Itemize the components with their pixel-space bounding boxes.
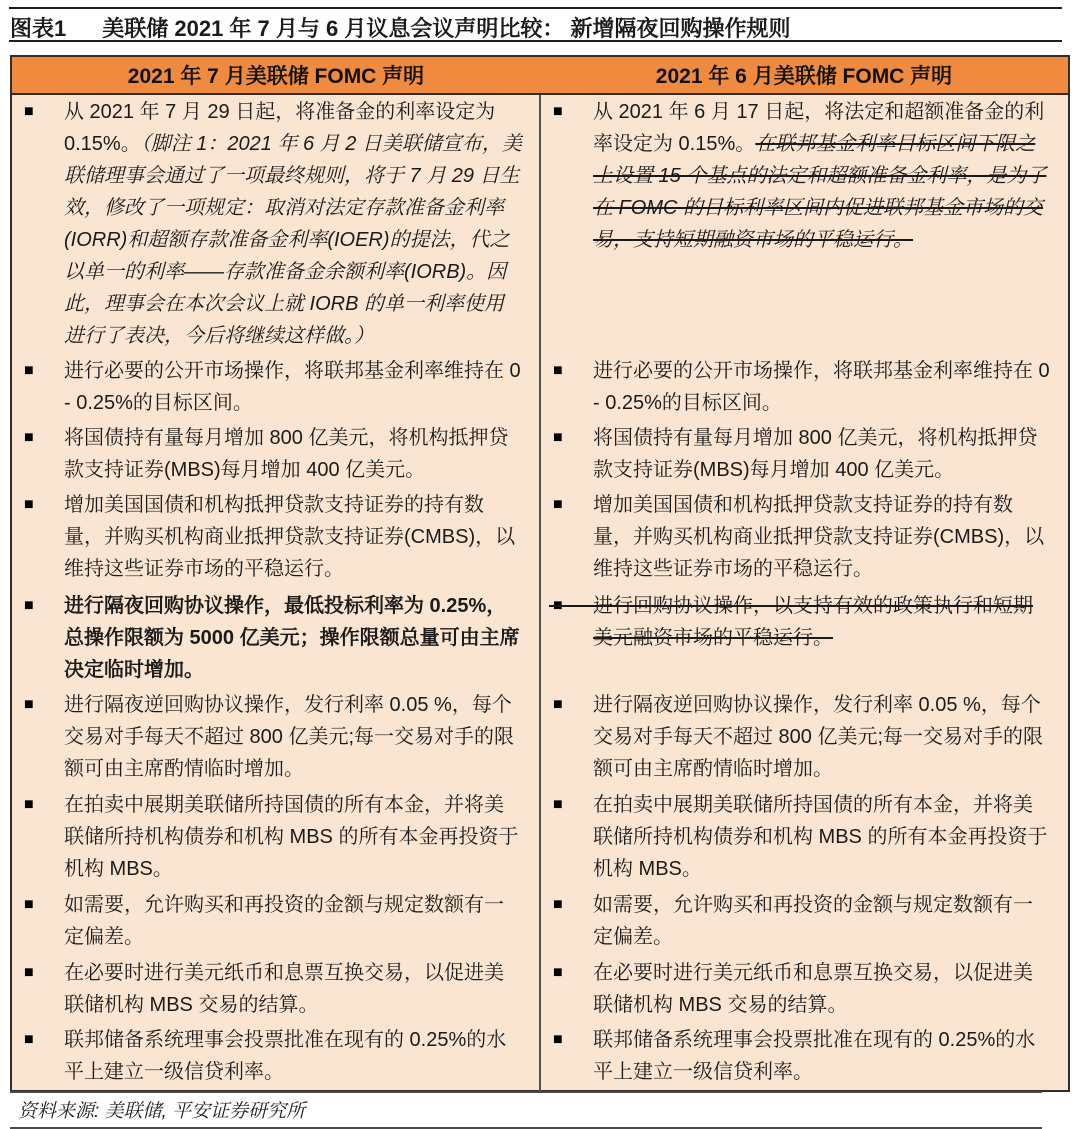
table-row [11,956,1069,1023]
bullet-item [12,789,523,885]
bullet-text [593,427,1037,481]
bullet-item [12,355,523,419]
text-segment: 将国债持有量每月增加 800 亿美元，将机构抵押贷款支持证券(MBS)每月增加 400 亿美元。 [593,427,1038,481]
table-row [11,589,1069,688]
bullet-text [593,694,1043,780]
text-segment: 从 2021 年 6 月 17 日起，将法定和超额准备金的利率设定为 0.15%。 [593,101,1045,155]
text-segment: 进行必要的公开市场操作，将联邦基金利率维持在 0 - 0.25%的目标区间。 [593,360,1050,414]
table-row [11,688,1069,788]
statement-cell-left [11,788,540,888]
statement-cell-right [540,888,1069,956]
statement-cell-right [540,589,1069,688]
bullet-square-icon: ■ [553,590,563,622]
bullet-text [593,894,1033,948]
bullet-item [541,957,1052,1021]
text-segment: 在必要时进行美元纸币和息票互换交易，以促进美联储机构 MBS 交易的结算。 [64,962,504,1016]
bullet-square-icon: ■ [24,696,34,713]
text-segment: 在必要时进行美元纸币和息票互换交易，以促进美联储机构 MBS 交易的结算。 [593,962,1033,1016]
figure-title-row [10,12,1070,43]
text-segment: 从 2021 年 7 月 29 日起，将准备金的利率设定为 0.15%。 [64,101,496,155]
bullet-item [541,355,1052,419]
table-row [11,94,1069,354]
bullet-item [541,789,1052,885]
table-header-row [11,56,1069,94]
bullet-text [64,494,515,580]
bullet-text [64,360,521,414]
bullet-text [64,694,514,780]
bullet-square-icon: ■ [24,796,34,813]
bullet-item [541,489,1052,585]
figure-title: 美联储 2021 年 7 月与 6 月议息会议声明比较： 新增隔夜回购操作规则 [102,16,791,41]
bullet-square-icon: ■ [553,103,563,120]
bullet-item [12,1024,523,1088]
statement-cell-right [540,788,1069,888]
bullet-item [541,1024,1052,1088]
table-header-july: 2021 年 7 月美联储 FOMC 声明 [11,56,540,94]
text-segment: 增加美国国债和机构抵押贷款支持证券的持有数量，并购买机构商业抵押贷款支持证券(CMBS)，以维持这些证券市场的平稳运行。 [64,494,516,580]
bullet-square-icon: ■ [553,964,563,981]
title-underline-divider [9,40,1062,42]
bullet-square-icon: ■ [553,796,563,813]
bullet-item [541,889,1052,953]
bullet-square-icon: ■ [24,362,34,379]
bullet-text [64,427,508,481]
table-body [11,94,1069,1091]
bullet-item [541,422,1052,486]
bullet-text [593,494,1044,580]
statement-cell-left [11,589,540,688]
bullet-square-icon: ■ [553,362,563,379]
statement-cell-right [540,94,1069,354]
bullet-square-icon: ■ [24,1031,34,1048]
bullet-text [593,360,1050,414]
bullet-item [12,889,523,953]
statement-cell-left [11,1023,540,1091]
bullet-item [12,689,523,785]
bullet-square-icon: ■ [24,597,34,614]
bullet-text [593,101,1046,251]
text-segment: 进行隔夜逆回购协议操作，发行利率 0.05 %，每个交易对手每天不超过 800 亿美元;每一交易对手的限额可由主席酌情临时增加。 [593,694,1044,780]
table-header-june: 2021 年 6 月美联储 FOMC 声明 [540,56,1069,94]
bullet-text [593,794,1047,880]
table-row [11,1023,1069,1091]
bullet-square-icon: ■ [24,496,34,513]
text-segment: 在联邦基金利率目标区间下限之上设置 15 个基点的法定和超额准备金利率，是为了在 FOMC 的目标利率区间内促进联邦基金市场的交易，支持短期融资市场的平稳运行。 [593,133,1047,251]
bullet-square-icon: ■ [24,429,34,446]
text-segment: 进行回购协议操作，以支持有效的政策执行和短期美元融资市场的平稳运行。 [593,595,1033,649]
table-row [11,788,1069,888]
text-segment: 进行隔夜回购协议操作，最低投标利率为 0.25%，总操作限额为 5000 亿美元；操作限额总量可由主席决定临时增加。 [64,595,520,681]
text-segment: 联邦储备系统理事会投票批准在现有的 0.25%的水平上建立一级信贷利率。 [64,1029,507,1083]
bullet-square-icon: ■ [24,964,34,981]
bullet-item [541,590,1052,654]
text-segment: 在拍卖中展期美联储所持国债的所有本金，并将美联储所持机构债券和机构 MBS 的所有本金再投资于机构 MBS。 [593,794,1048,880]
bullet-text [64,962,504,1016]
bullet-square-icon: ■ [553,429,563,446]
bullet-item [12,422,523,486]
text-segment: 将国债持有量每月增加 800 亿美元，将机构抵押贷款支持证券(MBS)每月增加 400 亿美元。 [64,427,509,481]
bullet-square-icon: ■ [553,896,563,913]
table-row [11,488,1069,589]
statement-cell-right [540,421,1069,488]
bullet-square-icon: ■ [553,696,563,713]
statement-cell-right [540,688,1069,788]
statement-cell-right [540,354,1069,421]
bullet-item [541,96,1052,256]
table-row [11,888,1069,956]
bullet-item [12,489,523,585]
statement-cell-left [11,94,540,354]
statement-cell-right [540,956,1069,1023]
bullet-text [593,1029,1035,1083]
statement-cell-right [540,1023,1069,1091]
bullet-text [64,894,504,948]
bullet-item [541,689,1052,785]
text-segment: 联邦储备系统理事会投票批准在现有的 0.25%的水平上建立一级信贷利率。 [593,1029,1036,1083]
source-block [10,1091,1042,1129]
bullet-item [12,957,523,1021]
statement-cell-left [11,888,540,956]
bullet-text [593,595,1033,649]
fomc-comparison-table [10,55,1070,1092]
text-segment: 增加美国国债和机构抵押贷款支持证券的持有数量，并购买机构商业抵押贷款支持证券(CMBS)，以维持这些证券市场的平稳运行。 [593,494,1045,580]
bullet-text [593,962,1033,1016]
bullet-text [64,1029,506,1083]
statement-cell-left [11,956,540,1023]
bullet-square-icon: ■ [24,896,34,913]
figure-label: 图表1 [10,16,67,41]
statement-cell-left [11,354,540,421]
table-row [11,421,1069,488]
text-segment: 如需要，允许购买和再投资的金额与规定数额有一定偏差。 [593,894,1033,948]
top-rule-divider [9,7,1062,9]
table-row [11,354,1069,421]
bullet-item [12,590,523,686]
statement-cell-right [540,488,1069,589]
bullet-square-icon: ■ [553,496,563,513]
statement-cell-left [11,488,540,589]
statement-cell-left [11,688,540,788]
text-segment: （脚注 1：2021 年 6 月 2 日美联储宣布，美联储理事会通过了一项最终规则，将于 7 月 29 日生效，修改了一项规定：取消对法定存款准备金利率(IORR)和超额存款准备金利率(IOER)的提法，代之以单一的利率——存款准备金余额利率(IORB)。因此，理事会在本次会议上就 IORB 的单一利率使用进行了表决，今后将继续这样做。） [64,133,522,347]
bullet-square-icon: ■ [553,1031,563,1048]
text-segment: 在拍卖中展期美联储所持国债的所有本金，并将美联储所持机构债券和机构 MBS 的所有本金再投资于机构 MBS。 [64,794,519,880]
bullet-item [12,96,523,352]
bullet-text [64,101,522,347]
text-segment: 进行必要的公开市场操作，将联邦基金利率维持在 0 - 0.25%的目标区间。 [64,360,521,414]
bullet-text [64,794,518,880]
statement-cell-left [11,421,540,488]
bullet-text [64,595,520,681]
bullet-square-icon: ■ [24,103,34,120]
text-segment: 如需要，允许购买和再投资的金额与规定数额有一定偏差。 [64,894,504,948]
text-segment: 进行隔夜逆回购协议操作，发行利率 0.05 %，每个交易对手每天不超过 800 亿美元;每一交易对手的限额可由主席酌情临时增加。 [64,694,515,780]
source-text: 资料来源: 美联储, 平安证券研究所 [18,1101,306,1122]
